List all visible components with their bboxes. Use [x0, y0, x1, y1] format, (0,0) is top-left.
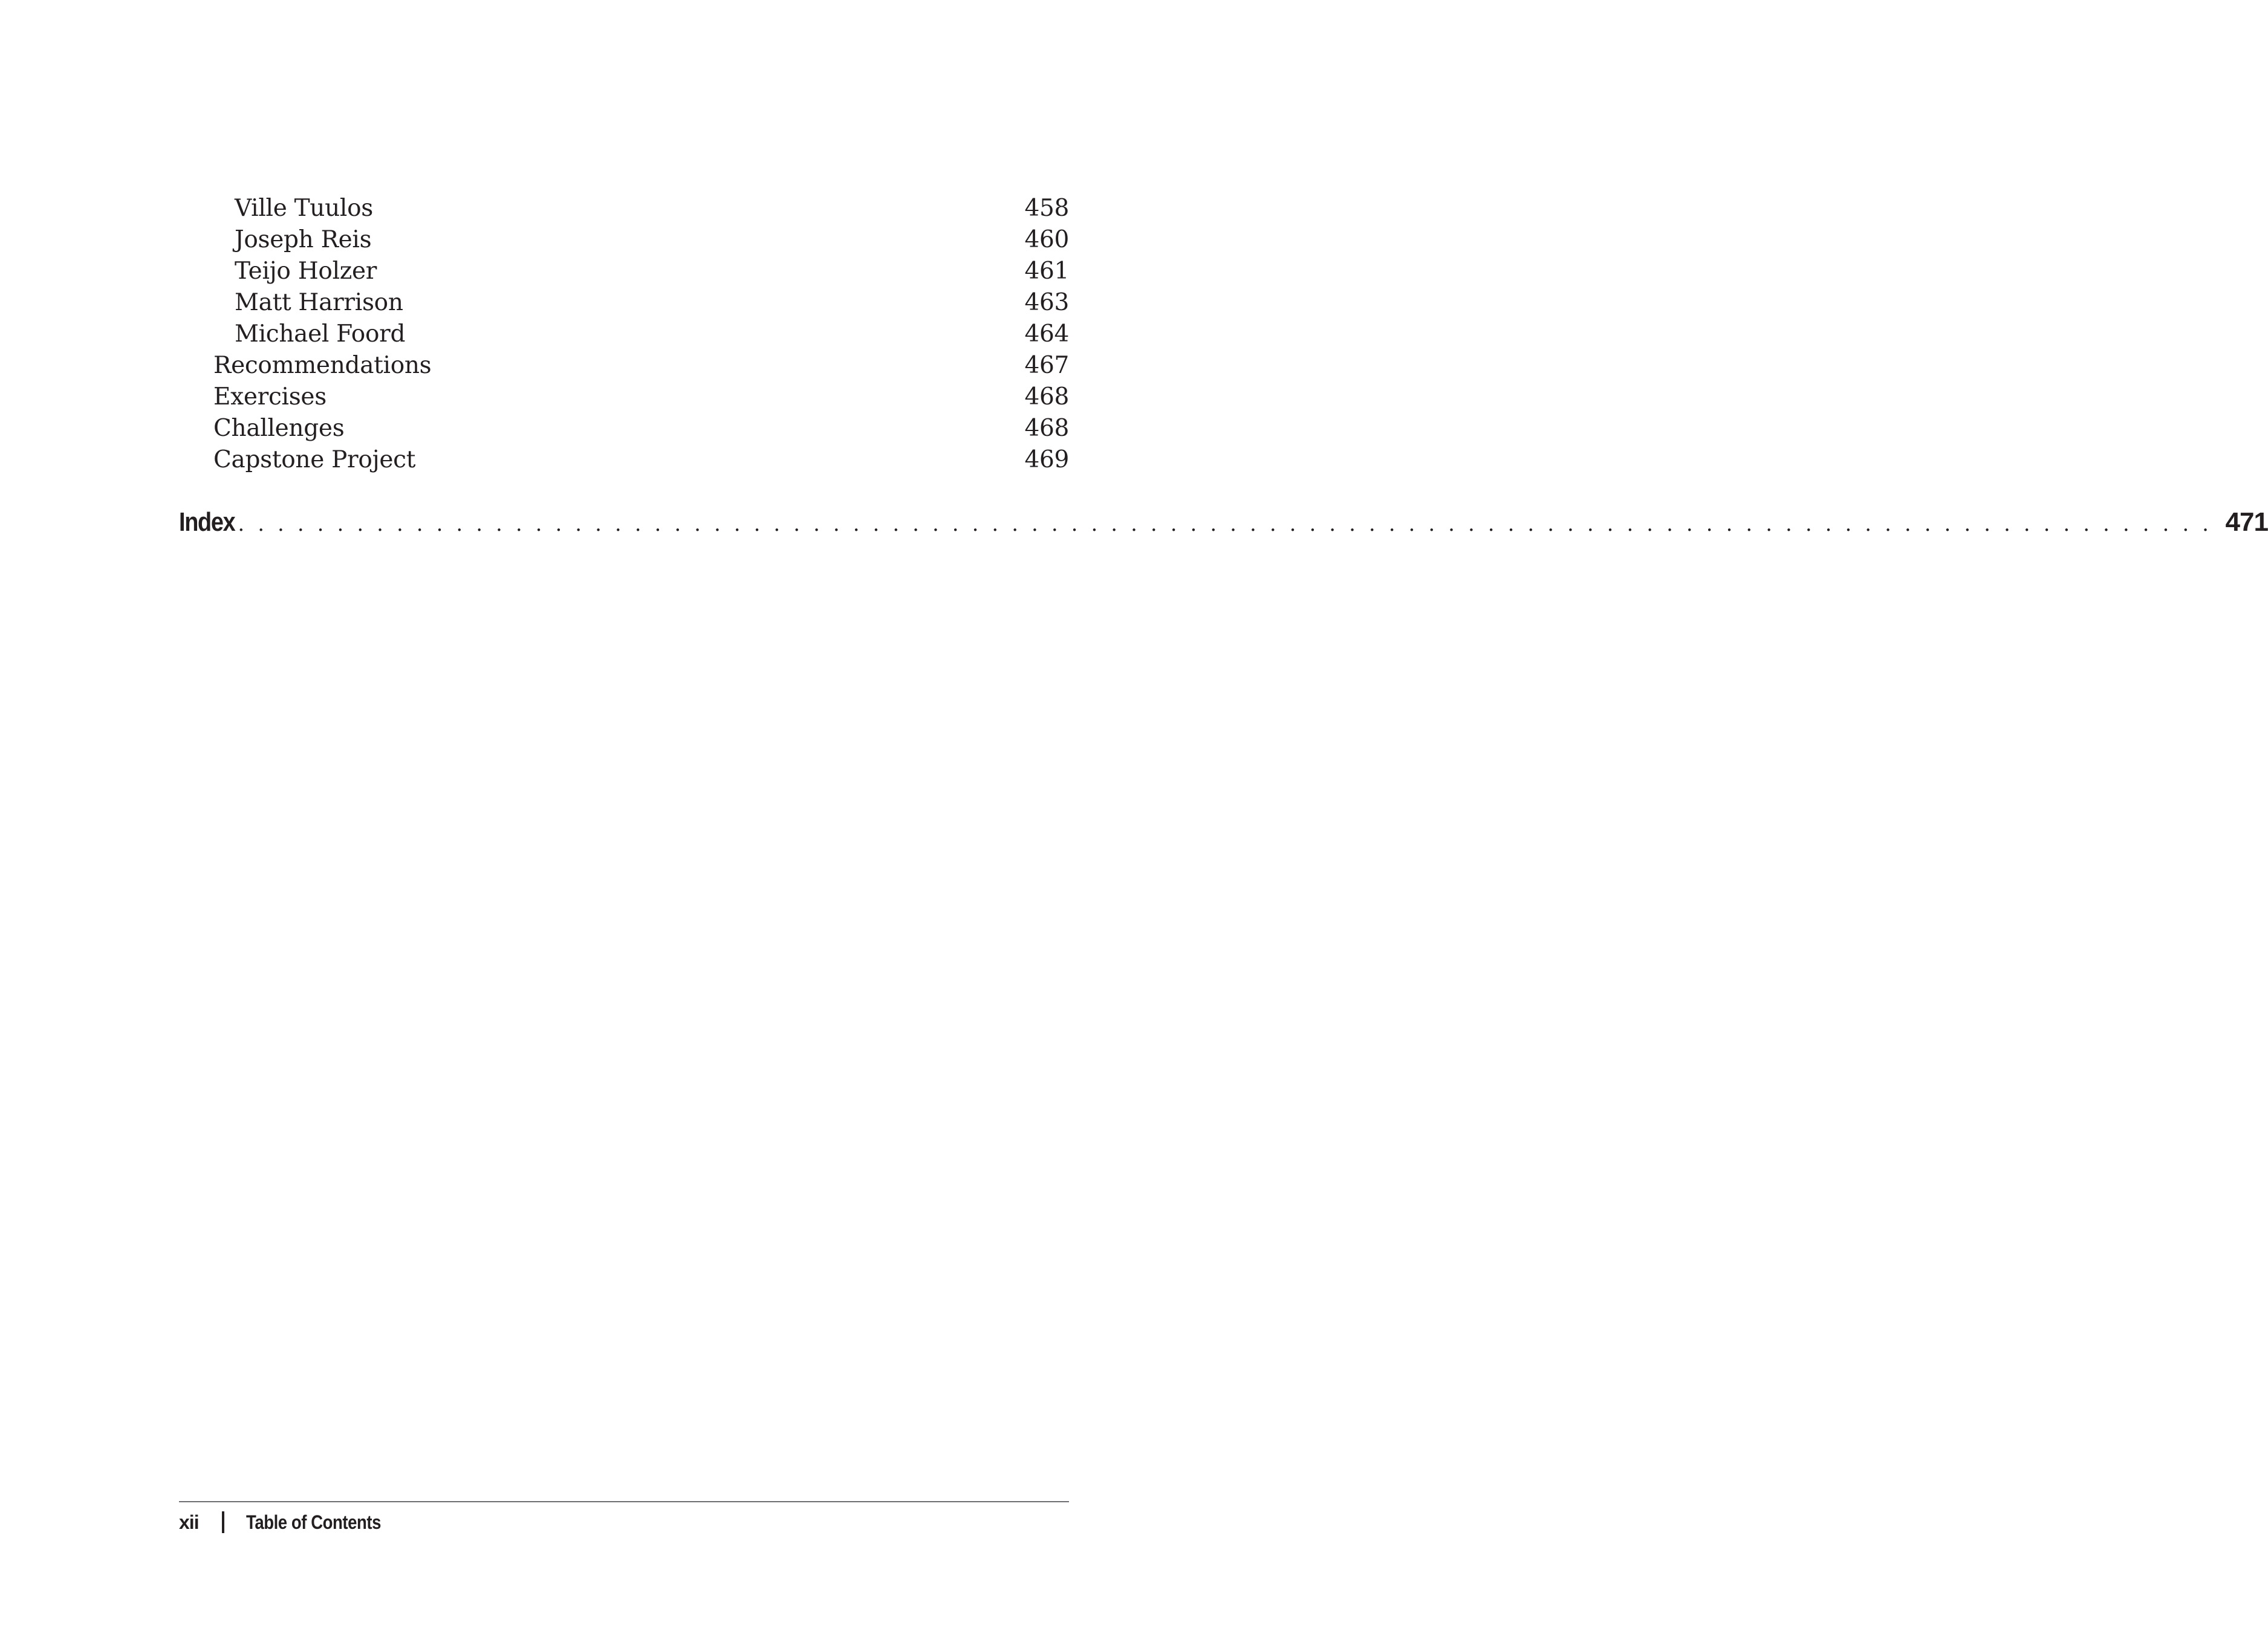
toc-entry-title: Ville Tuulos	[235, 195, 373, 222]
toc-chapter-page: 471	[2225, 507, 2268, 537]
page-footer	[179, 1509, 403, 1536]
toc-entry-page: 463	[1024, 289, 1069, 316]
running-title: Table of Contents	[245, 1511, 381, 1533]
dot-leader: . . . . . . . . . . . . . . . . . . . . . . . . . . . . . . . . . . . . . . . . . . . . . . . . . . . . . . . . . . . . . . . . . . . . . . . . . . . . . . . . . . . . . . . . . . . . . . . . . . . .	[238, 512, 2212, 536]
toc-entry-page: 461	[1024, 258, 1069, 285]
toc-entry[interactable]	[179, 350, 1069, 381]
toc-entry[interactable]	[179, 319, 1069, 350]
toc-entry-title: Challenges	[213, 415, 345, 442]
toc-entry[interactable]	[179, 256, 1069, 287]
toc-entry-title: Matt Harrison	[235, 289, 403, 316]
toc-entry[interactable]	[179, 193, 1069, 224]
toc-entry-title: Capstone Project	[213, 446, 416, 473]
table-of-contents	[179, 0, 2268, 1625]
toc-entry-page: 468	[1024, 383, 1069, 410]
toc-entry-title: Exercises	[213, 383, 327, 410]
toc-chapter-index[interactable]	[179, 504, 2268, 541]
toc-entry[interactable]	[179, 444, 1069, 476]
toc-entry-page: 468	[1024, 415, 1069, 442]
toc-entry[interactable]	[179, 224, 1069, 256]
toc-entry-page: 469	[1024, 446, 1069, 473]
toc-entry[interactable]	[179, 381, 1069, 413]
toc-entry[interactable]	[179, 413, 1069, 444]
toc-entry-title: Joseph Reis	[235, 226, 372, 253]
toc-entry-title: Teijo Holzer	[235, 258, 377, 285]
toc-entry-page: 464	[1024, 320, 1069, 348]
footer-divider	[179, 1501, 1069, 1502]
toc-entry-page: 460	[1024, 226, 1069, 253]
toc-chapter-title: Index	[179, 507, 235, 537]
toc-entry[interactable]	[179, 287, 1069, 319]
toc-entry-page: 458	[1024, 195, 1069, 222]
footer-separator	[222, 1511, 224, 1533]
page-number: xii	[179, 1511, 199, 1533]
toc-entry-title: Michael Foord	[235, 320, 406, 348]
toc-entry-page: 467	[1024, 352, 1069, 379]
toc-entry-title: Recommendations	[213, 352, 432, 379]
